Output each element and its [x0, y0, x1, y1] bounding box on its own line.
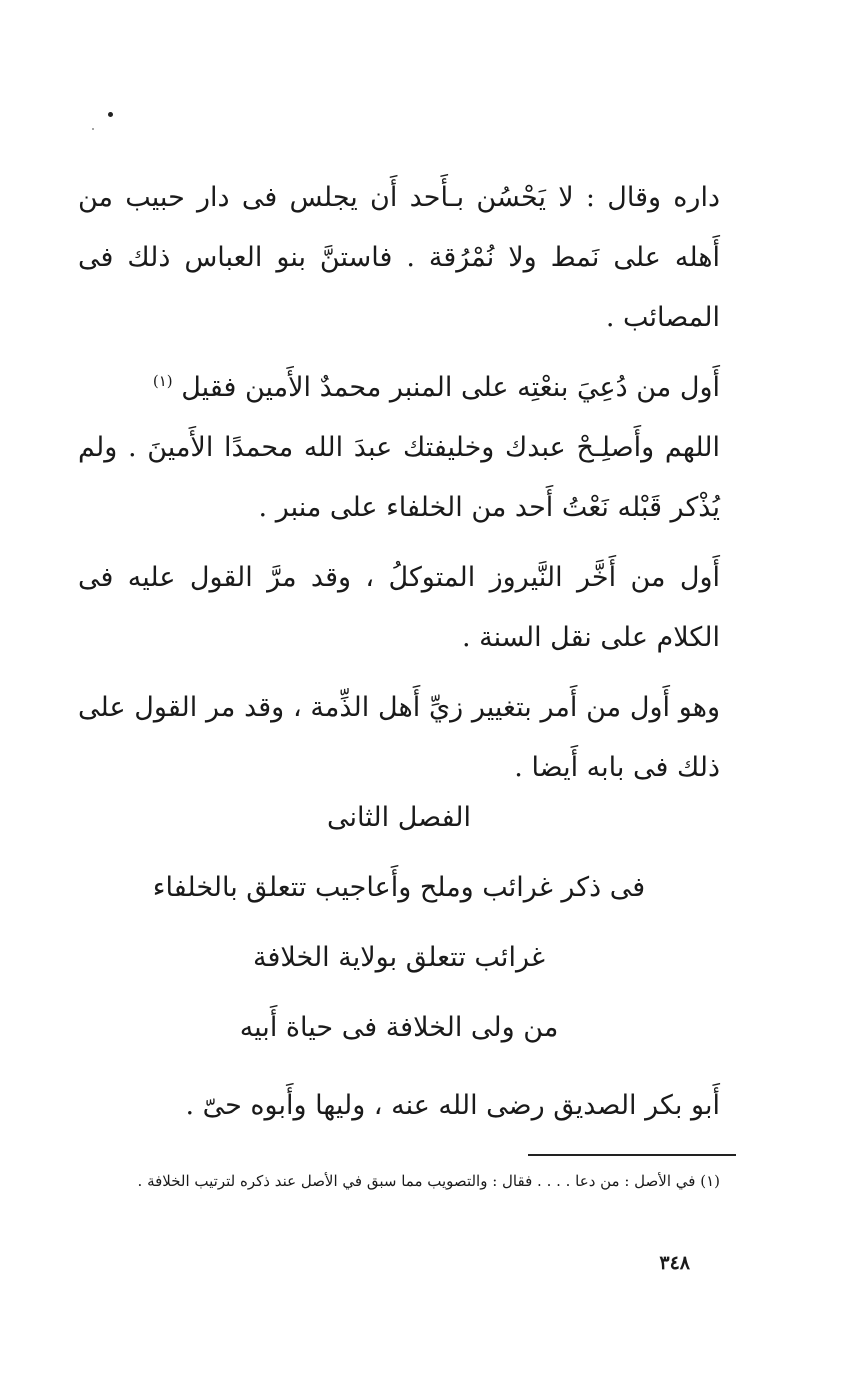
- paragraph-1: داره وقال : لا يَحْسُن بـأَحد أَن يجلس فى دار حبيب من أَهله على نَمط ولا نُمْرُقة . فاستنَّ بنو العباس ذلك فى المصائب .: [78, 182, 720, 333]
- footnote-divider: [528, 1154, 736, 1156]
- paragraph-2: [78, 358, 720, 418]
- paragraph-3: اللهم وأَصلِـحْ عبدك وخليفتك عبدَ الله محمدًا الأَمينَ . ولم يُذْكر قَبْله نَعْتُ أَحد من الخلفاء على منبر .: [78, 432, 720, 523]
- chapter-heading: الفصل الثانى: [327, 802, 471, 833]
- paragraph-4: أَول من أَخَّر النَّيروز المتوكلُ ، وقد مرَّ القول عليه فى الكلام على نقل السنة .: [78, 562, 720, 653]
- subsection-heading: من ولى الخلافة فى حياة أَبيه: [239, 1012, 559, 1043]
- closing-paragraph: أَبو بكر الصديق رضى الله عنه ، وليها وأَبوه حىّ .: [185, 1090, 720, 1121]
- paragraph-2-text: أَول من دُعِيَ بنعْتِه على المنبر محمدٌ الأَمين فقيل: [181, 372, 720, 403]
- footnote: (١) في الأصل : من دعا . . . . فقال : والتصويب مما سبق في الأصل عند ذكره لترتيب الخلافة .: [137, 1172, 720, 1190]
- chapter-subtitle: فى ذكر غرائب وملح وأَعاجيب تتعلق بالخلفاء: [152, 872, 646, 903]
- ink-dot: [108, 112, 113, 117]
- paragraph-5: وهو أَول من أَمر بتغيير زيِّ أَهل الذِّمة ، وقد مر القول على ذلك فى بابه أَيضا .: [78, 692, 720, 783]
- page-number: ٣٤٨: [659, 1252, 690, 1274]
- ink-speck: [92, 128, 94, 130]
- footnote-marker: (١): [152, 372, 173, 390]
- main-text: [78, 168, 720, 808]
- section-heading: غرائب تتعلق بولاية الخلافة: [253, 942, 545, 973]
